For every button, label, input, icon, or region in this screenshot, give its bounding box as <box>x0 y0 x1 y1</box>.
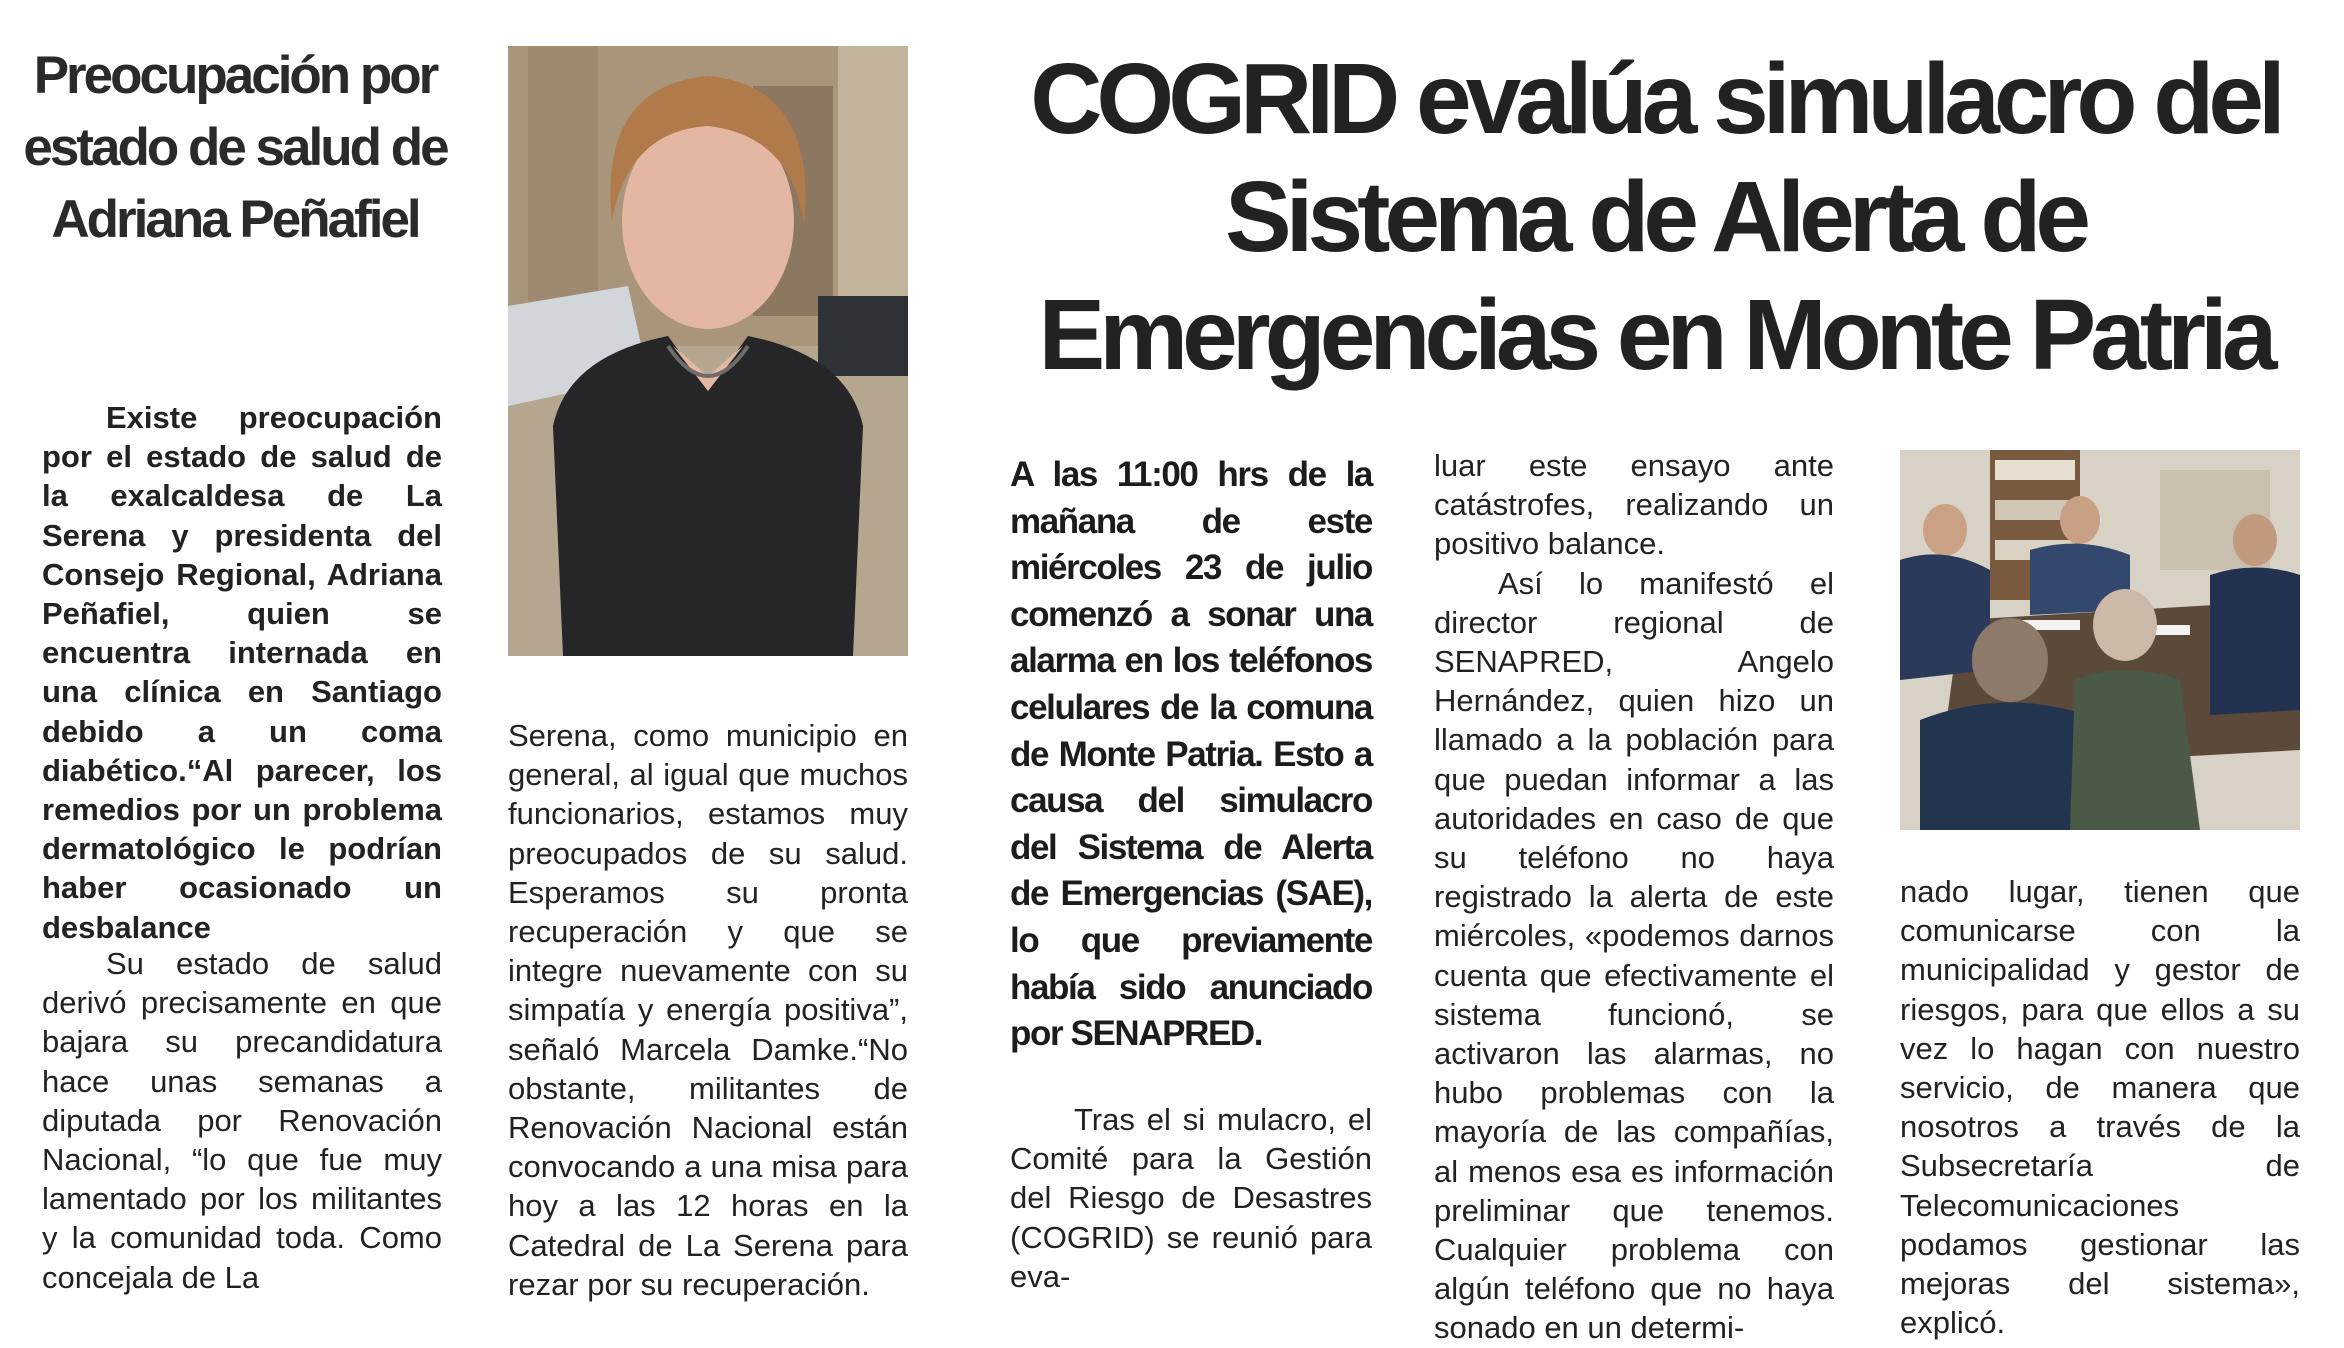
left-article-lead <box>42 398 442 947</box>
main-article-body-col3-text: nado lugar, tienen que comunicarse con la municipalidad y gestor de riesgos, para que ellos a su vez lo hagan con nuestro servicio, de manera que nosotros a través de la Subsecretaría de Telecomunicaciones podamos gestionar las mejoras del sistema», explicó. <box>1900 874 2300 1341</box>
left-article-body-col1 <box>42 944 442 1297</box>
main-article-body-col1-text: Tras el si mulacro, el Comité para la Gestión del Riesgo de Desastres (COGRID) se reunió para eva- <box>1010 1102 1372 1294</box>
main-article-lead-text: A las 11:00 hrs de la mañana de este miércoles 23 de julio comenzó a sonar una alarma en los teléfonos celulares de la comuna de Monte Patria. Esto a causa del simulacro del Sistema de Alerta de Emergencias (SAE), lo que previamente había sido anunciado por SENAPRED. <box>1010 455 1372 1054</box>
main-article-body-col3 <box>1900 872 2300 1342</box>
main-article-headline: COGRID evalúa simulacro del Sistema de Alerta de Emergencias en Monte Patria <box>1030 43 2280 391</box>
meeting-photo <box>1900 450 2300 830</box>
left-article-body-col2 <box>508 716 908 1304</box>
main-article-body-col2-p1: luar este ensayo ante catástrofes, realizando un positivo balance. <box>1434 448 1834 562</box>
left-article-body-col1-text: Su estado de salud derivó precisamente en que bajara su precandidatura hace unas semanas a diputada por Renovación Nacional, “lo que fue muy lamentado por los militantes y la comunidad toda. Como concejala de La <box>42 946 442 1295</box>
main-article-lead <box>1010 452 1372 1058</box>
left-article-lead-text: Existe preocupación por el estado de salud de la exalcaldesa de La Serena y presidenta del Consejo Regional, Adriana Peñafiel, quien se encuentra internada en una clínica en Santiago debido a un coma diabético.“Al parecer, los remedios por un problema dermatológico le podrían haber ocasionado un desbalance <box>42 400 442 945</box>
portrait-photo <box>508 46 908 656</box>
left-article-body-col2-text: Serena, como municipio en general, al igual que muchos funcionarios, estamos muy preocupados de su salud. Esperamos su pronta recuperación y que se integre nuevamente con su simpatía y energía positiva”, señaló Marcela Damke.“No obstante, militantes de Renovación Nacional están convocando a una misa para hoy a las 12 horas en la Catedral de La Serena para rezar por su recuperación. <box>508 718 908 1302</box>
main-article-body-col1 <box>1010 1100 1372 1296</box>
main-article-body-col2-p2: Así lo manifestó el director regional de SENAPRED, Angelo Hernández, quien hizo un llamado a la población para que puedan informar a las autoridades en caso de que su teléfono no haya registrado la alerta de este miércoles, «podemos darnos cuenta que efectivamente el sistema funcionó, se activaron las alarmas, no hubo problemas con la mayoría de las compañías, al menos esa es información preliminar que tenemos. Cualquier problema con algún teléfono que no haya sonado en un determi- <box>1434 565 1834 1346</box>
left-article-headline: Preocupación por estado de salud de Adriana Peñafiel <box>23 46 447 249</box>
main-article-body-col2 <box>1434 446 1834 1348</box>
